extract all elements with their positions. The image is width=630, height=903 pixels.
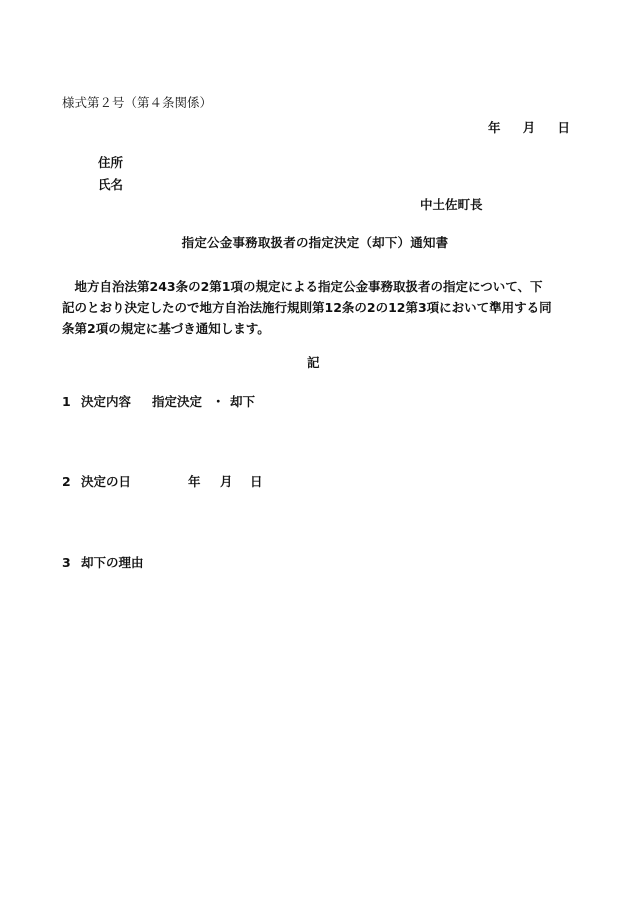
notice-body <box>62 276 572 339</box>
form-number: 様式第２号（第４条関係） <box>62 95 213 110</box>
option-rejection: 却下 <box>230 394 256 409</box>
item-label: 決定内容 <box>81 394 132 409</box>
header-date <box>488 118 570 136</box>
header-date-month: 月 <box>522 120 536 135</box>
item-label: 決定の日 <box>81 474 132 489</box>
option-designation-decision: 指定決定 <box>152 394 203 409</box>
item-label: 却下の理由 <box>81 555 144 570</box>
decision-date-month: 月 <box>220 474 233 489</box>
item-number: 2 <box>62 474 71 489</box>
header-date-year: 年 <box>488 120 501 135</box>
issuer-name: 中土佐町長 <box>420 197 483 212</box>
decision-date-year: 年 <box>188 474 201 489</box>
ki-heading: 記 <box>307 355 320 370</box>
document-title: 指定公金事務取扱者の指定決定（却下）通知書 <box>181 235 449 250</box>
notice-body-line-3: 条第2項の規定に基づき通知します。 <box>62 321 270 336</box>
decision-date-day: 日 <box>250 474 263 489</box>
header-date-day: 日 <box>557 120 570 135</box>
item-number: 1 <box>62 394 71 409</box>
recipient-name-label: 氏名 <box>98 177 124 192</box>
notice-body-line-2: 記のとおり決定したので地方自治法施行規則第12条の2の12第3項において準用する同 <box>62 300 552 315</box>
recipient-address-label: 住所 <box>98 155 124 170</box>
notice-body-line-1: 地方自治法第243条の2第1項の規定による指定公金事務取扱者の指定について、下 <box>62 279 543 294</box>
option-separator: ・ <box>212 394 225 409</box>
item-number: 3 <box>62 555 71 570</box>
